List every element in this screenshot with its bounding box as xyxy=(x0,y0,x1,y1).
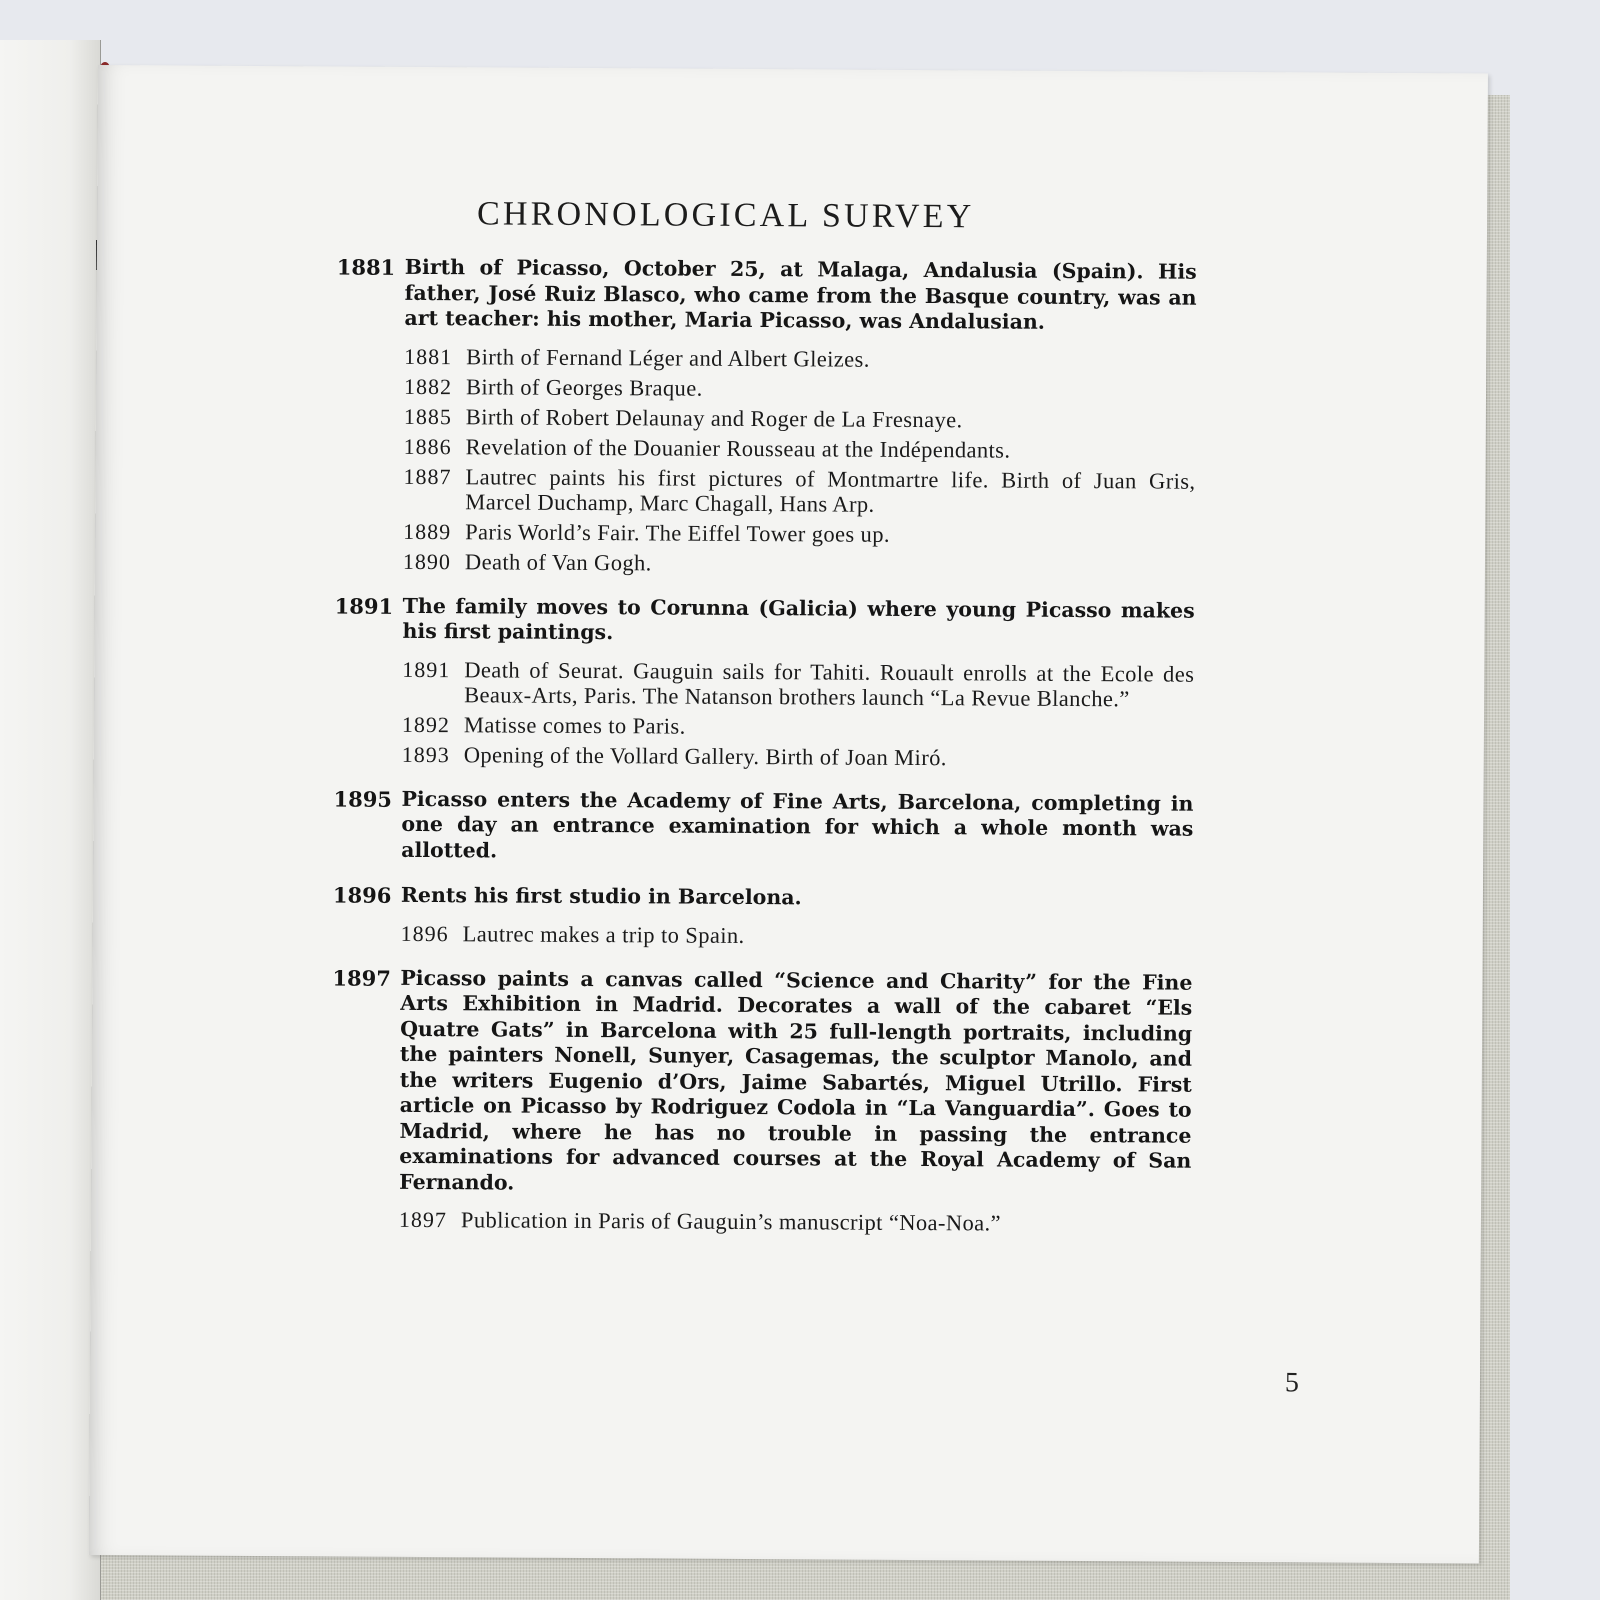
entry-main-row xyxy=(333,786,1193,868)
contemporary-events xyxy=(401,920,1193,950)
entry-year: 1896 xyxy=(332,882,392,908)
event-text: Lautrec paints his first pictures of Montmartre life. Birth of Juan Gris, Marcel Duchamp, Marc Chagall, Hans Arp. xyxy=(465,463,1196,517)
entry-text: Rents his first studio in Barcelona. xyxy=(400,882,802,910)
chronology-entry xyxy=(335,254,1197,578)
entry-main-row xyxy=(336,254,1196,336)
entry-year: 1881 xyxy=(336,254,396,280)
event-year: 1881 xyxy=(404,343,453,369)
event-year: 1893 xyxy=(401,741,450,767)
page-title: CHRONOLOGICAL SURVEY xyxy=(476,195,975,236)
entry-year: 1897 xyxy=(332,964,391,991)
event-year: 1891 xyxy=(402,656,451,682)
contemporary-events xyxy=(403,343,1196,578)
chronology-entry xyxy=(333,786,1193,868)
entry-text: Picasso paints a canvas called “Science and Charity” for the Fine Arts Exhibition in Madrid. Decorates a wall of the cabaret “Els Quatre Gats” in Barcelona with 25 full-length portraits, including the painters Nonell, Sunyer, Casagemas, the sculptor Manolo, and the writers Eugenio d’Ors, Jaime Sabartés, Miguel Utrillo. First article on Picasso by Rodriguez Codola in “La Vanguardia”. Goes to Madrid, where he has no trouble in passing the entrance examinations for advanced courses at the Royal Academy of San Fernando. xyxy=(399,965,1193,1195)
event-text: Paris World’s Fair. The Eiffel Tower goes up. xyxy=(465,518,891,547)
chronology-entry xyxy=(331,965,1193,1237)
event-text: Birth of Fernand Léger and Albert Gleizes. xyxy=(466,343,870,372)
contemporary-event xyxy=(403,463,1195,518)
event-text: Death of Van Gogh. xyxy=(464,548,652,575)
contemporary-event xyxy=(404,343,1196,373)
contemporary-event xyxy=(404,403,1196,433)
entry-main-row xyxy=(334,593,1194,649)
event-text: Birth of Georges Braque. xyxy=(465,373,703,401)
event-text: Birth of Robert Delaunay and Roger de La Fresnaye. xyxy=(465,403,963,432)
contemporary-event xyxy=(402,656,1194,711)
event-year: 1889 xyxy=(403,518,452,544)
event-year: 1887 xyxy=(403,463,452,489)
left-page-edge xyxy=(0,40,101,1600)
contemporary-event xyxy=(403,518,1195,548)
event-year: 1886 xyxy=(403,433,452,459)
chronology-list xyxy=(331,254,1197,1256)
event-text: Revelation of the Douanier Rousseau at the Indépendants. xyxy=(465,433,1011,463)
event-text: Publication in Paris of Gauguin’s manuscript “Noa-Noa.” xyxy=(460,1207,1002,1236)
contemporary-event xyxy=(401,920,1193,950)
page-number: 5 xyxy=(1284,1367,1300,1399)
contemporary-event xyxy=(403,548,1195,578)
event-text: Lautrec makes a trip to Spain. xyxy=(462,920,745,948)
event-text: Death of Seurat. Gauguin sails for Tahiti. Rouault enrolls at the Ecole des Beaux-Arts, Paris. The Natanson brothers launch “La Revue Blanche.” xyxy=(464,656,1195,711)
entry-text: Picasso enters the Academy of Fine Arts, Barcelona, completing in one day an entrance examination for which a whole month was allotted. xyxy=(401,786,1194,862)
contemporary-event xyxy=(399,1207,1191,1237)
contemporary-event xyxy=(404,433,1196,463)
event-year: 1896 xyxy=(400,920,449,946)
event-year: 1890 xyxy=(402,548,452,574)
event-year: 1897 xyxy=(398,1206,448,1233)
event-year: 1885 xyxy=(403,403,452,429)
entry-year: 1895 xyxy=(333,785,393,812)
entry-main-row xyxy=(331,965,1192,1200)
event-year: 1892 xyxy=(401,711,451,737)
entry-main-row xyxy=(333,882,1193,913)
event-text: Opening of the Vollard Gallery. Birth of Joan Miró. xyxy=(463,741,947,770)
book-page xyxy=(89,65,1488,1563)
contemporary-event xyxy=(402,711,1194,741)
event-text: Matisse comes to Paris. xyxy=(463,711,686,739)
entry-year: 1891 xyxy=(334,592,394,619)
contemporary-events xyxy=(399,1207,1191,1237)
contemporary-event xyxy=(402,741,1194,771)
contemporary-event xyxy=(404,373,1196,403)
chronology-entry xyxy=(334,593,1195,771)
entry-text: The family moves to Corunna (Galicia) where young Picasso makes his first paintings. xyxy=(402,593,1195,645)
contemporary-events xyxy=(402,656,1195,771)
chronology-entry xyxy=(333,882,1193,950)
event-year: 1882 xyxy=(403,373,453,399)
entry-text: Birth of Picasso, October 25, at Malaga, Andalusia (Spain). His father, José Ruiz Blasco, who came from the Basque country, was an art teacher: his mother, Maria Picasso, was Andalusian. xyxy=(404,254,1197,334)
